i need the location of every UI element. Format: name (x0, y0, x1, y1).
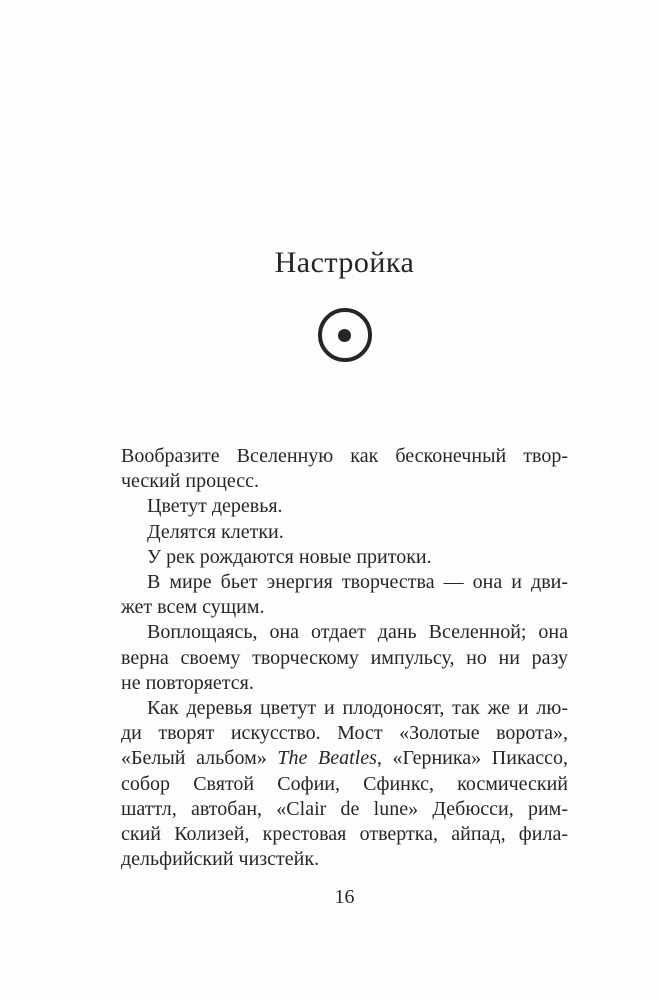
paragraph (121, 494, 568, 519)
section-symbol-wrap (121, 308, 568, 362)
text-line: Делятся клетки. (147, 520, 284, 543)
paragraph (121, 620, 568, 696)
text-line: Как деревья цветут и плодоносят, так же и лю- (147, 697, 568, 720)
text-line: жет всем сущим. (121, 596, 265, 619)
text-line: собор Святой Софии, Сфинкс, космический (121, 772, 568, 795)
chapter-title: Настройка (274, 246, 415, 279)
page-number: 16 (334, 886, 355, 909)
text-line: ди творят искусство. Мост «Золотые ворота», (121, 722, 568, 745)
text-line: У рек рождаются новые притоки. (147, 545, 432, 568)
text-segment: «Белый альбом» (121, 747, 278, 770)
body-text (121, 444, 568, 872)
text-line: ский Колизей, крестовая отвертка, айпад, фила- (121, 823, 568, 846)
text-column (121, 0, 568, 910)
circled-dot-center (338, 329, 351, 342)
text-line: не повторяется. (121, 671, 254, 694)
text-line: Цветут деревья. (147, 495, 283, 518)
paragraph (121, 520, 568, 545)
text-line: В мире бьет энергия творчества — она и дви- (147, 571, 568, 594)
text-line: Вообразите Вселенную как бесконечный твор- (121, 445, 568, 467)
text-line (121, 746, 568, 771)
paragraph (121, 444, 568, 494)
text-segment: , «Герника» Пикассо, (376, 747, 568, 770)
text-line: шаттл, автобан, «Clair de lune» Дебюсси, рим- (121, 797, 568, 820)
text-line: ческий процесс. (121, 470, 259, 493)
paragraph (121, 570, 568, 620)
circled-dot-icon (318, 308, 372, 362)
paragraph (121, 696, 568, 872)
text-line: Воплощаясь, она отдает дань Вселенной; она (147, 621, 568, 644)
italic-phrase: The Beatles (277, 747, 377, 770)
text-line: верна своему творческому импульсу, но ни разу (121, 646, 568, 669)
paragraph (121, 545, 568, 570)
text-line: дельфийский чизстейк. (121, 848, 320, 871)
